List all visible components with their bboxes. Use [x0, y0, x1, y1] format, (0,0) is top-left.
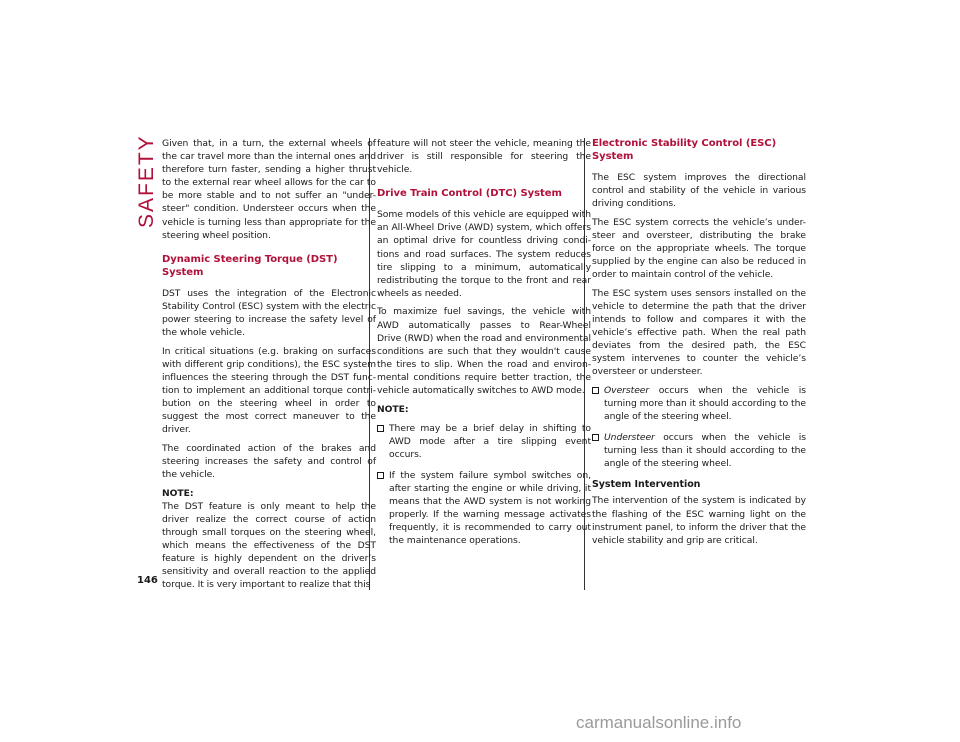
note-text: The DST feature is only meant to help the driver realize the correct course of action through small torques on the steering wheel, which means the effectiveness of the DST feature is highly dependent on the driver’s sensitivity and overall reaction to the applied torque. It is very important to realize that this — [162, 500, 376, 591]
checkbox-bullet-icon — [592, 434, 599, 441]
paragraph: To maximize fuel savings, the vehicle with AWD automatically passes to Rear-Wheel Drive (RWD) when the road and environmental conditions are such that they wouldn't cause the tires to slip. When the road and environ-mental conditions require better traction, the vehicle automatically switches to AWD mode. — [377, 306, 591, 396]
page-number: 146 — [137, 575, 158, 586]
bullet-text: If the system failure symbol switches on, after starting the engine or while driving, it means that the AWD system is not working properly. If the warning message activates frequently, it is recommended to carry out the maintenance operations. — [389, 469, 591, 547]
paragraph: The ESC system improves the directional control and stability of the vehicle in various driving conditions. — [592, 172, 806, 210]
bullet-rest: occurs when the vehicle is turning less than it should according to the angle of the steering wheel. — [604, 432, 806, 470]
list-item — [592, 431, 806, 470]
paragraph: The ESC system uses sensors installed on the vehicle to determine the path that the driver intends to follow and compares it with the vehicle’s effective path. When the real path deviates from the desired path, the ESC system intervenes to counter the vehicle’s oversteer or understeer. — [592, 287, 806, 378]
list-item — [377, 469, 591, 548]
note-block — [377, 403, 591, 416]
term-oversteer: Oversteer — [604, 384, 650, 396]
heading-dst: Dynamic Steering Torque (DST) System — [162, 253, 338, 278]
paragraph: The ESC system corrects the vehicle’s under-steer and oversteer, distributing the brake force on the appropriate wheels. The torque supplied by the engine can also be reduced in order to maintain control of the vehicle. — [592, 216, 806, 281]
note-label: NOTE: — [162, 487, 194, 499]
paragraph: The intervention of the system is indicated by the flashing of the ESC warning light on the instrument panel, to inform the driver that the vehicle stability and grip are critical. — [592, 495, 806, 546]
bullet-text: There may be a brief delay in shifting to AWD mode after a tire slipping event occurs. — [389, 422, 591, 460]
checkbox-bullet-icon — [377, 425, 384, 432]
paragraph: DST uses the integration of the Electronic Stability Control (ESC) system with the electric power steering to increase the safety level of the whole vehicle. — [162, 287, 376, 339]
checkbox-bullet-icon — [592, 387, 599, 394]
column-1 — [162, 137, 376, 597]
paragraph: The coordinated action of the brakes and steering increases the safety and control of the vehicle. — [162, 442, 376, 480]
watermark: carmanualsonline.info — [576, 713, 742, 732]
list-item — [377, 422, 591, 461]
column-3 — [592, 137, 806, 552]
bullet-text — [604, 431, 806, 470]
note-label: NOTE: — [377, 403, 409, 415]
paragraph: feature will not steer the vehicle, meaning the driver is still responsible for steering the vehicle. — [377, 138, 591, 176]
heading-dtc: Drive Train Control (DTC) System — [377, 188, 562, 200]
paragraph: Given that, in a turn, the external wheels of the car travel more than the internal ones and therefore turn faster, sending a higher thrust to the external rear wheel allows for the car to be more stable and to not suffer an "under-steer" condition. Understeer occurs when the vehicle is turning less than appropriate for the steering wheel position. — [162, 138, 376, 241]
term-understeer: Understeer — [604, 432, 655, 444]
paragraph: In critical situations (e.g. braking on surfaces with different grip conditions), the ESC system influences the steering through the DST func-tion to implement an additional torque contri-bution on the steering wheel in order to suggest the most correct maneuver to the driver. — [162, 345, 376, 436]
column-2 — [377, 137, 591, 556]
heading-system-intervention: System Intervention — [592, 479, 701, 491]
bullet-text — [604, 384, 806, 423]
section-title: SAFETY — [135, 134, 158, 228]
note-block — [162, 487, 376, 592]
paragraph: Some models of this vehicle are equipped with an All-Wheel Drive (AWD) system, which offers an optimal drive for countless driving condi-tions and road surfaces. The system reduces tire slipping to a minimum, automatically redistributing the torque to the front and rear wheels as needed. — [377, 209, 591, 299]
heading-esc: Electronic Stability Control (ESC) System — [592, 138, 777, 162]
checkbox-bullet-icon — [377, 472, 384, 479]
bullet-rest: occurs when the vehicle is turning more than it should according to the angle of the steering wheel. — [604, 384, 806, 423]
list-item — [592, 384, 806, 423]
